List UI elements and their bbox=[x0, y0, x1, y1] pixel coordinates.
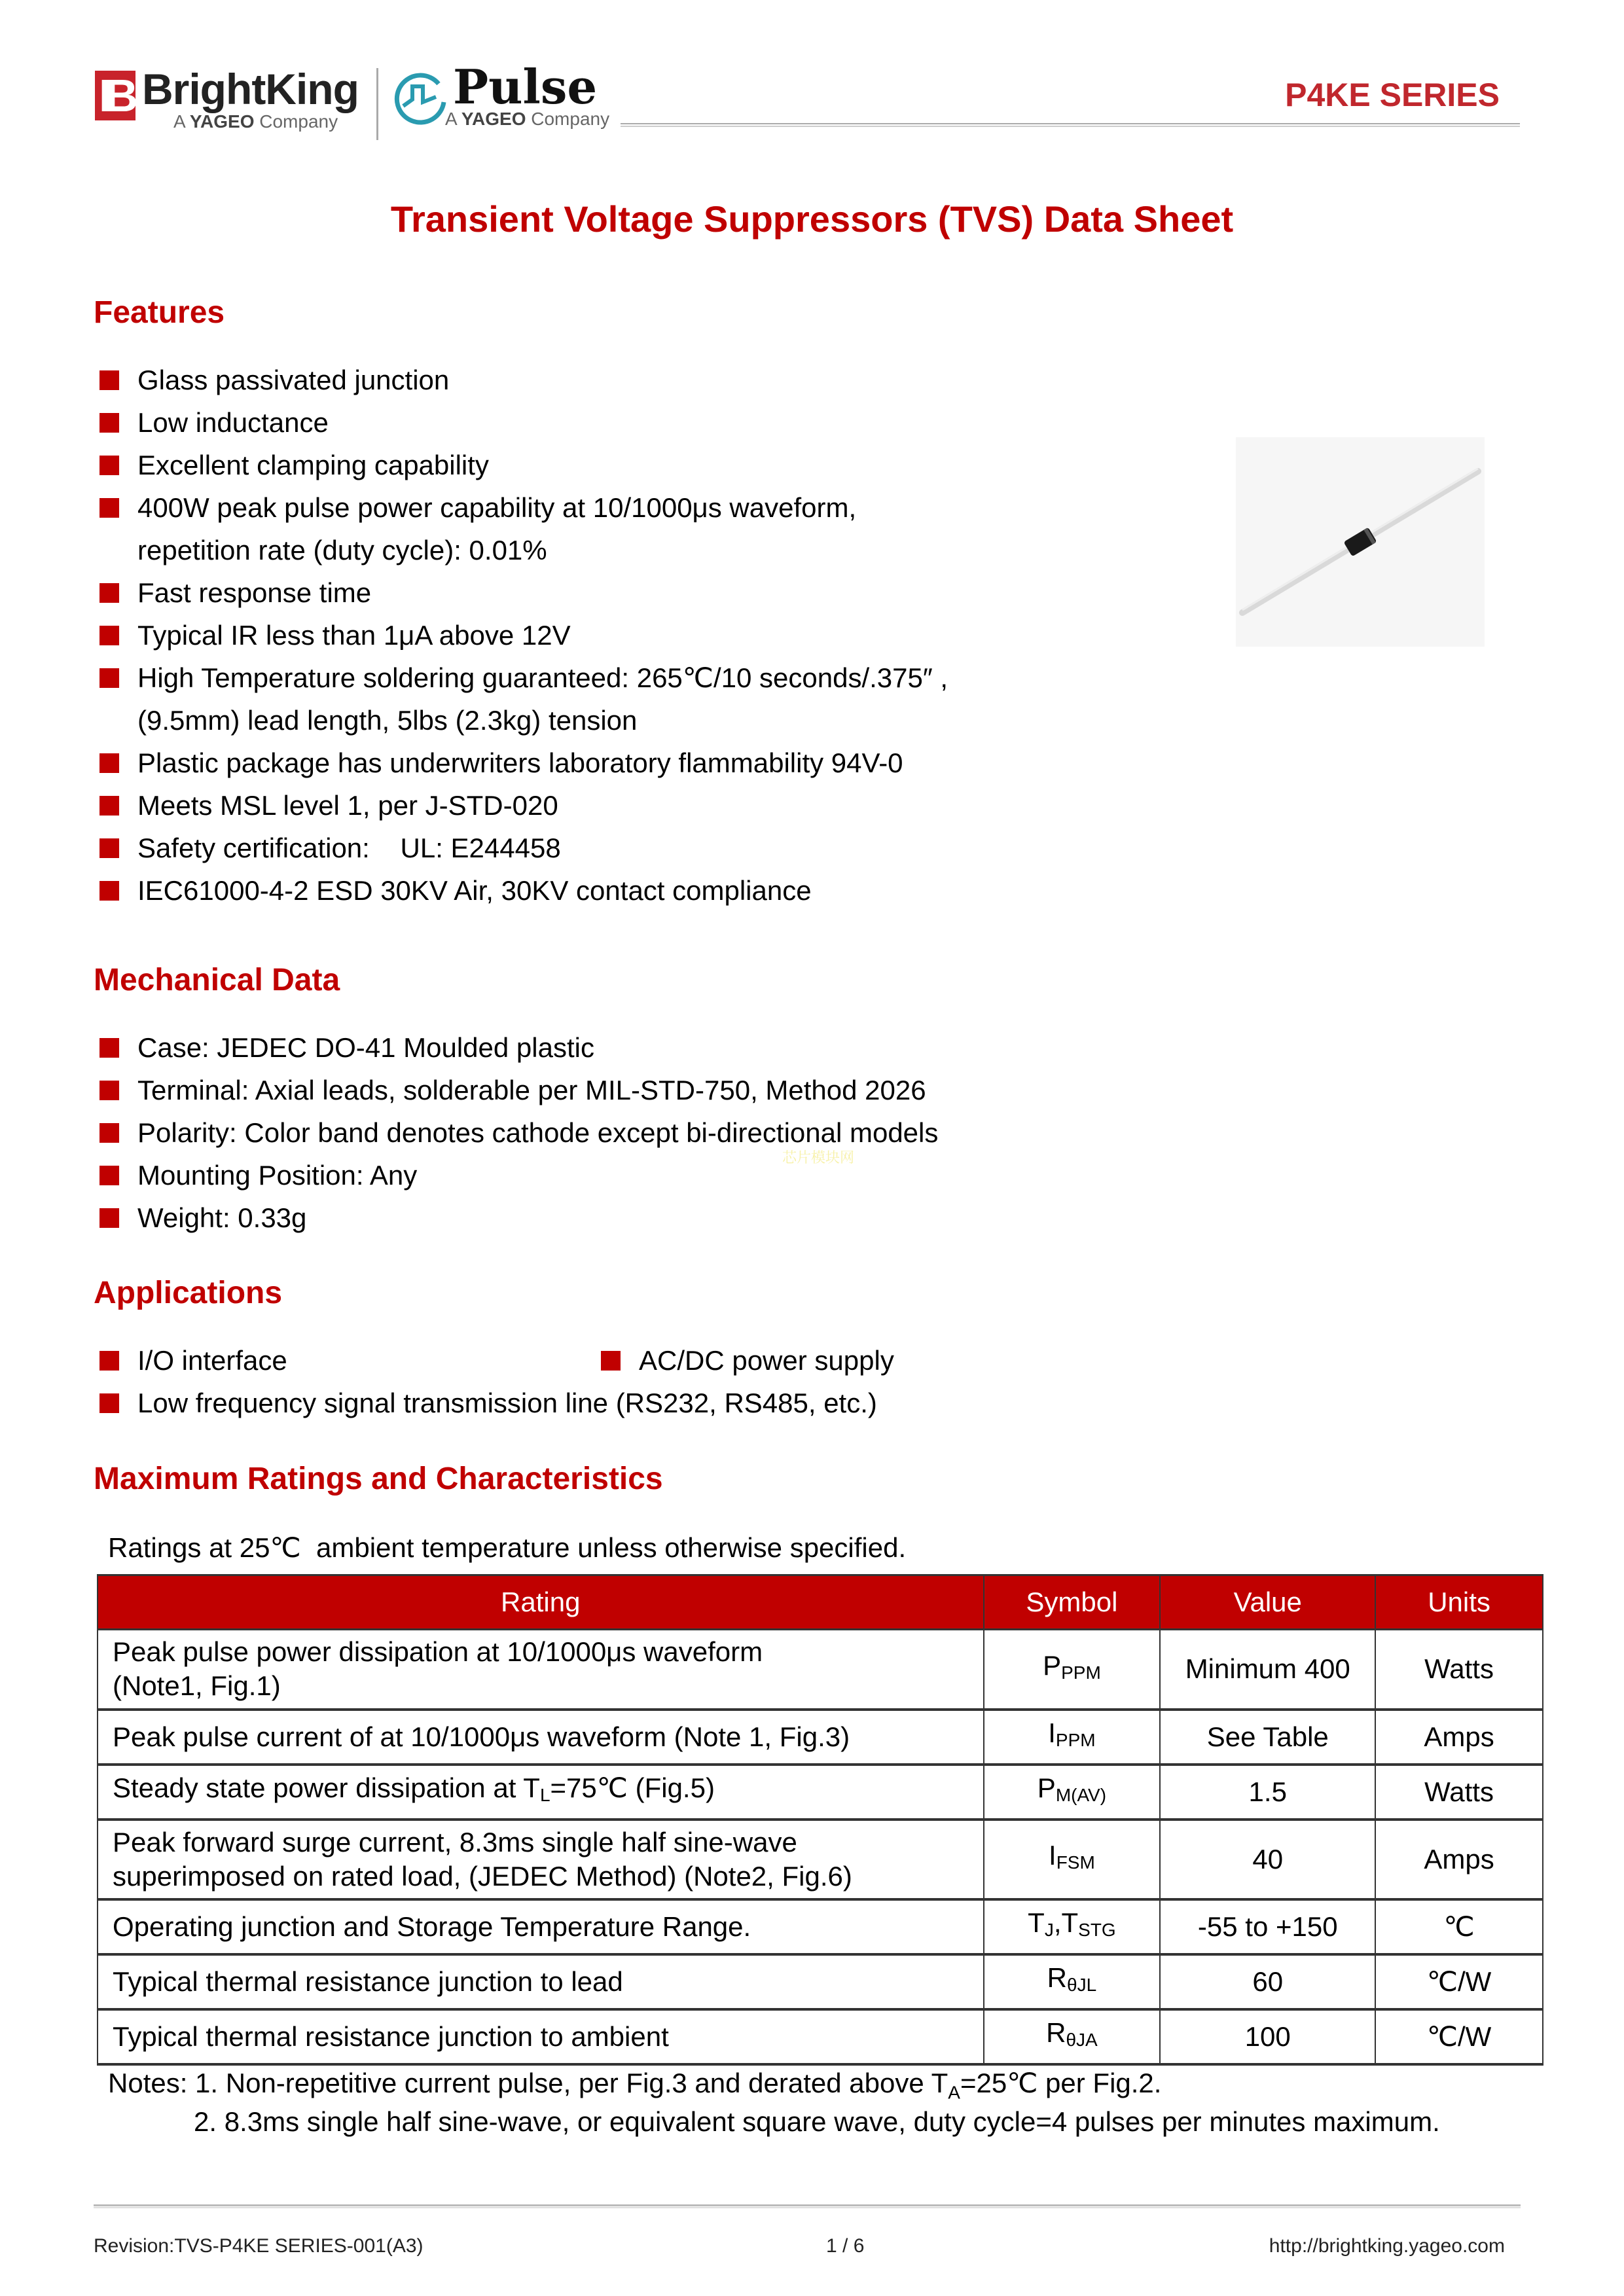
rating-cell: Peak forward surge current, 8.3ms single half sine-wave superimposed on rated load, (JEDEC Method) (Note2, Fig.6) bbox=[98, 1820, 984, 1899]
symbol-cell: $P_{PPM}$ bbox=[984, 1630, 1161, 1710]
header-divider bbox=[621, 123, 1520, 127]
brightking-name: BrightKing bbox=[142, 65, 359, 113]
rating-cell: Typical thermal resistance junction to ambient bbox=[98, 2009, 984, 2064]
application-item: I/O interface bbox=[99, 1344, 287, 1377]
feature-item: IEC61000-4-2 ESD 30KV Air, 30KV contact compliance bbox=[99, 874, 812, 907]
footer-revision: Revision:TVS-P4KE SERIES-001(A3) bbox=[94, 2235, 424, 2257]
symbol-cell: $T_J,T_{STG}$ bbox=[984, 1899, 1161, 1954]
feature-item: Typical IR less than 1μA above 12V bbox=[99, 619, 571, 652]
footer-divider bbox=[94, 2204, 1521, 2208]
table-row bbox=[98, 1630, 1543, 1710]
rating-cell: Typical thermal resistance junction to lead bbox=[98, 1954, 984, 2009]
pulse-tagline: A YAGEO Company bbox=[445, 109, 610, 129]
table-row bbox=[98, 1765, 1543, 1820]
rating-cell: Peak pulse current of at 10/1000μs waveform (Note 1, Fig.3) bbox=[98, 1710, 984, 1765]
bullet-square-icon bbox=[99, 413, 119, 433]
do41-device-image bbox=[1236, 437, 1485, 647]
bullet-square-icon bbox=[99, 1038, 119, 1058]
logo-divider bbox=[376, 68, 378, 140]
applications-heading: Applications bbox=[94, 1276, 283, 1310]
units-cell: Amps bbox=[1375, 1820, 1543, 1899]
mechanical-item: Case: JEDEC DO-41 Moulded plastic bbox=[99, 1031, 594, 1064]
application-item: Low frequency signal transmission line (RS232, RS485, etc.) bbox=[99, 1387, 877, 1420]
units-cell: ℃/W bbox=[1375, 2009, 1543, 2064]
value-cell: -55 to +150 bbox=[1160, 1899, 1375, 1954]
mechanical-heading: Mechanical Data bbox=[94, 963, 340, 997]
footer-url-link[interactable]: http://brightking.yageo.com bbox=[1269, 2235, 1505, 2257]
ratings-note: Ratings at 25℃ ambient temperature unless otherwise specified. bbox=[108, 1532, 907, 1563]
units-cell: ℃ bbox=[1375, 1899, 1543, 1954]
symbol-cell: $I_{FSM}$ bbox=[984, 1820, 1161, 1899]
feature-item: Excellent clamping capability bbox=[99, 449, 489, 482]
feature-item-continuation: repetition rate (duty cycle): 0.01% bbox=[137, 535, 547, 565]
pulse-name: Pulse bbox=[453, 59, 598, 115]
mechanical-item: Mounting Position: Any bbox=[99, 1159, 417, 1192]
units-cell: Watts bbox=[1375, 1765, 1543, 1820]
note-1: Notes: 1. Non-repetitive current pulse, per Fig.3 and derated above $T_A=25℃$ per Fig.2. bbox=[108, 2068, 1162, 2103]
bullet-square-icon bbox=[99, 1166, 119, 1185]
feature-item-continuation: (9.5mm) lead length, 5lbs (2.3kg) tension bbox=[137, 705, 638, 736]
value-cell: 60 bbox=[1160, 1954, 1375, 2009]
rating-cell: Steady state power dissipation at $T_L=75℃$ (Fig.5) bbox=[98, 1765, 984, 1820]
feature-item: Glass passivated junction bbox=[99, 364, 449, 397]
symbol-cell: $P_{M(AV)}$ bbox=[984, 1765, 1161, 1820]
axial-diode-icon bbox=[1236, 437, 1485, 647]
mechanical-item: Weight: 0.33g bbox=[99, 1202, 306, 1234]
units-cell: Amps bbox=[1375, 1710, 1543, 1765]
pulse-mark-icon bbox=[393, 71, 448, 126]
bullet-square-icon bbox=[99, 583, 119, 603]
pulse-logo bbox=[393, 59, 628, 137]
watermark: 芯片模块网 bbox=[782, 1149, 855, 1166]
bullet-square-icon bbox=[99, 1351, 119, 1371]
application-item: AC/DC power supply bbox=[601, 1344, 894, 1377]
page-title: Transient Voltage Suppressors (TVS) Data Sheet bbox=[390, 198, 1234, 240]
value-cell: 100 bbox=[1160, 2009, 1375, 2064]
table-row bbox=[98, 2009, 1543, 2064]
bullet-square-icon bbox=[99, 456, 119, 475]
symbol-cell: $R_{\theta JA}$ bbox=[984, 2009, 1161, 2064]
table-row bbox=[98, 1820, 1543, 1899]
footer-page-number: 1 / 6 bbox=[826, 2235, 865, 2257]
bullet-square-icon bbox=[99, 498, 119, 518]
column-header-units: Units bbox=[1375, 1575, 1543, 1630]
series-label: P4KE SERIES bbox=[1285, 77, 1500, 113]
rating-cell: Operating junction and Storage Temperature Range. bbox=[98, 1899, 984, 1954]
ratings-heading: Maximum Ratings and Characteristics bbox=[94, 1462, 663, 1496]
rating-cell: Peak pulse power dissipation at 10/1000μs waveform (Note1, Fig.1) bbox=[98, 1630, 984, 1710]
bullet-square-icon bbox=[99, 668, 119, 688]
features-heading: Features bbox=[94, 295, 225, 330]
value-cell: See Table bbox=[1160, 1710, 1375, 1765]
value-cell: 40 bbox=[1160, 1820, 1375, 1899]
table-row bbox=[98, 1899, 1543, 1954]
bullet-square-icon bbox=[99, 1393, 119, 1413]
table-header-row bbox=[98, 1575, 1543, 1630]
column-header-rating: Rating bbox=[98, 1575, 984, 1630]
feature-item: Plastic package has underwriters laboratory flammability 94V-0 bbox=[99, 747, 903, 780]
symbol-cell: $I_{PPM}$ bbox=[984, 1710, 1161, 1765]
bullet-square-icon bbox=[99, 838, 119, 858]
bullet-square-icon bbox=[99, 370, 119, 390]
feature-item: Fast response time bbox=[99, 577, 371, 609]
table-row bbox=[98, 1954, 1543, 2009]
column-header-value: Value bbox=[1160, 1575, 1375, 1630]
feature-item: Safety certification: UL: E244458 bbox=[99, 832, 561, 865]
brightking-logo bbox=[95, 65, 359, 140]
brightking-mark-icon: IB bbox=[95, 71, 135, 120]
feature-item: Low inductance bbox=[99, 406, 329, 439]
bullet-square-icon bbox=[99, 796, 119, 816]
brightking-tagline: A YAGEO Company bbox=[173, 111, 338, 132]
units-cell: Watts bbox=[1375, 1630, 1543, 1710]
value-cell: 1.5 bbox=[1160, 1765, 1375, 1820]
bullet-square-icon bbox=[99, 1081, 119, 1100]
feature-item: Meets MSL level 1, per J-STD-020 bbox=[99, 789, 558, 822]
bullet-square-icon bbox=[99, 1123, 119, 1143]
mechanical-item: Polarity: Color band denotes cathode except bi-directional models bbox=[99, 1117, 938, 1149]
symbol-cell: $R_{\theta JL}$ bbox=[984, 1954, 1161, 2009]
bullet-square-icon bbox=[99, 881, 119, 901]
bullet-square-icon bbox=[99, 1208, 119, 1228]
value-cell: Minimum 400 bbox=[1160, 1630, 1375, 1710]
bullet-square-icon bbox=[99, 753, 119, 773]
column-header-symbol: Symbol bbox=[984, 1575, 1161, 1630]
units-cell: ℃/W bbox=[1375, 1954, 1543, 2009]
table-row bbox=[98, 1710, 1543, 1765]
bullet-square-icon bbox=[99, 626, 119, 645]
bullet-square-icon bbox=[601, 1351, 621, 1371]
feature-item: 400W peak pulse power capability at 10/1000μs waveform, bbox=[99, 492, 856, 524]
feature-item: High Temperature soldering guaranteed: 265℃/10 seconds/.375″ , bbox=[99, 662, 948, 694]
note-2: 2. 8.3ms single half sine-wave, or equivalent square wave, duty cycle=4 pulses per minutes maximum. bbox=[194, 2106, 1440, 2137]
ratings-table bbox=[97, 1574, 1543, 2066]
mechanical-item: Terminal: Axial leads, solderable per MIL-STD-750, Method 2026 bbox=[99, 1074, 926, 1107]
